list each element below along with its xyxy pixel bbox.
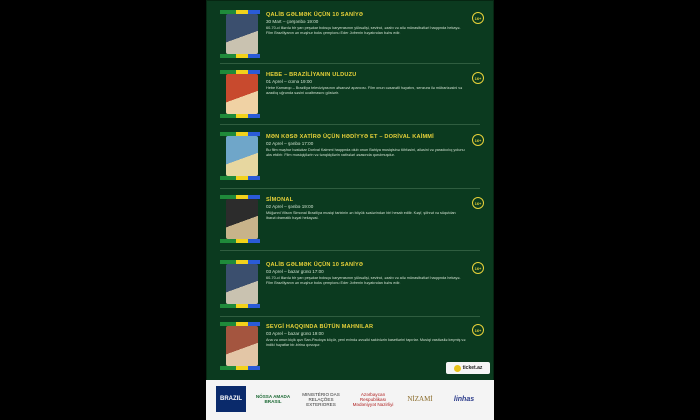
- film-title: SİMONAL: [266, 197, 294, 203]
- divider: [220, 250, 480, 251]
- age-rating-badge: 16+: [472, 72, 484, 84]
- age-rating-badge: 16+: [472, 134, 484, 146]
- age-rating-badge: 16+: [472, 324, 484, 336]
- film-title: MƏN KƏSƏ XATİRƏ ÜÇÜN HƏDİYYƏ ET – DORİVAL KAİMMİ: [266, 134, 434, 140]
- brazil-logo: BRAZIL: [216, 386, 246, 412]
- nizami-logo: NİZAMİ: [407, 394, 433, 403]
- age-rating-badge: 16+: [472, 262, 484, 274]
- film-thumbnail: [226, 264, 258, 304]
- film-thumbnail: [226, 136, 258, 176]
- divider: [220, 188, 480, 189]
- ticket-icon: [454, 365, 461, 372]
- film-thumbnail: [226, 326, 258, 366]
- film-date: 03 Aprel – bazar günü 19:00: [266, 331, 324, 336]
- program-poster: [206, 0, 494, 420]
- age-rating-badge: 16+: [472, 197, 484, 209]
- film-description: 60-70-ci illərdə bir yarı peşəkar boksçu karyerasının yüksəlişi, sevinci, əzabı və ailə münasibətləri haqqında hekayə. Film Braziliyanın ən məşhur boks çempionu Eder Jofrenin həyatından bəhs edir.: [266, 26, 461, 36]
- age-rating-badge: 16+: [472, 12, 484, 24]
- divider: [220, 316, 480, 317]
- film-thumbnail: [226, 74, 258, 114]
- film-description: Bu film məşhur bəstəkar Dorival Kaimmi haqqında olub onun Bahiya musiqisinə töhfəsini, ailəsini və yaradıcılıq yolunu əks etdirir. Film musiqiçilərin və tənqidçilərin xatirələri əsasında qurulmuşdur.: [266, 148, 465, 158]
- ticket-label: ticket.az: [462, 365, 483, 371]
- film-date: 01 Aprel – cümə 19:00: [266, 79, 312, 84]
- film-description: Müğənni Vilson Simonal Braziliya musiqi tarixinin ən böyük səslərindən biri hesab edilir. Kəşf, şöhrət və süqutdan ibarət dramatik həyat hekayəsi.: [266, 211, 456, 221]
- film-date: 02 Aprel – şənbə 17:00: [266, 141, 314, 146]
- ticket-link[interactable]: [446, 362, 490, 374]
- ministry-culture-logo: Azərbaycan Respublikası Mədəniyyət Nazirliyi: [352, 391, 394, 407]
- film-description: 60-70-ci illərdə bir yarı peşəkar boksçu karyerasının yüksəlişi, sevinci, əzabı və ailə münasibətləri haqqında hekayə. Film Braziliyanın ən məşhur boks çempionu Eder Jofrenin həyatından bəhs edir.: [266, 276, 461, 286]
- film-title: QALİB GƏLMƏK ÜÇÜN 10 SANİYƏ: [266, 262, 364, 268]
- sponsor-footer: [206, 380, 494, 420]
- divider: [220, 124, 480, 125]
- film-date: 02 Aprel – şənbə 19:00: [266, 204, 314, 209]
- film-thumbnail: [226, 14, 258, 54]
- film-description: Ana və onun kiçik qızı San-Pauloya köçür, yeni evində əvvəlki sakinlərin kasetlərini tapırlar. Musiqi vasitəsilə keçmiş və indiki həyatlar bir-birinə qovuşur.: [266, 338, 466, 348]
- film-description: Hebe Kamarqo – Braziliya televiziyasının əfsanəvi aparıcısı. Film onun cəsarətli həyatını, senzura ilə mübarizəsini və azadlıq uğrunda səsini ucaltmasını göstərir.: [266, 86, 463, 96]
- ministry-logo: MINISTÉRIO DAS RELAÇÕES EXTERIORES: [302, 391, 340, 407]
- film-date: 03 Aprel – bazar günü 17:00: [266, 269, 324, 274]
- embassy-logo: NÓSSA AMADA BRASIL: [255, 394, 291, 404]
- film-title: SEVGİ HAQQINDA BÜTÜN MAHNILAR: [266, 324, 374, 330]
- divider: [220, 63, 480, 64]
- film-title: HEBE – BRAZİLİYANIN ULDUZU: [266, 72, 357, 78]
- film-thumbnail: [226, 199, 258, 239]
- film-date: 30 Mart – çərşənbə 19:00: [266, 19, 319, 24]
- film-title: QALİB GƏLMƏK ÜÇÜN 10 SANİYƏ: [266, 12, 364, 18]
- linhas-logo: linhas: [453, 395, 475, 403]
